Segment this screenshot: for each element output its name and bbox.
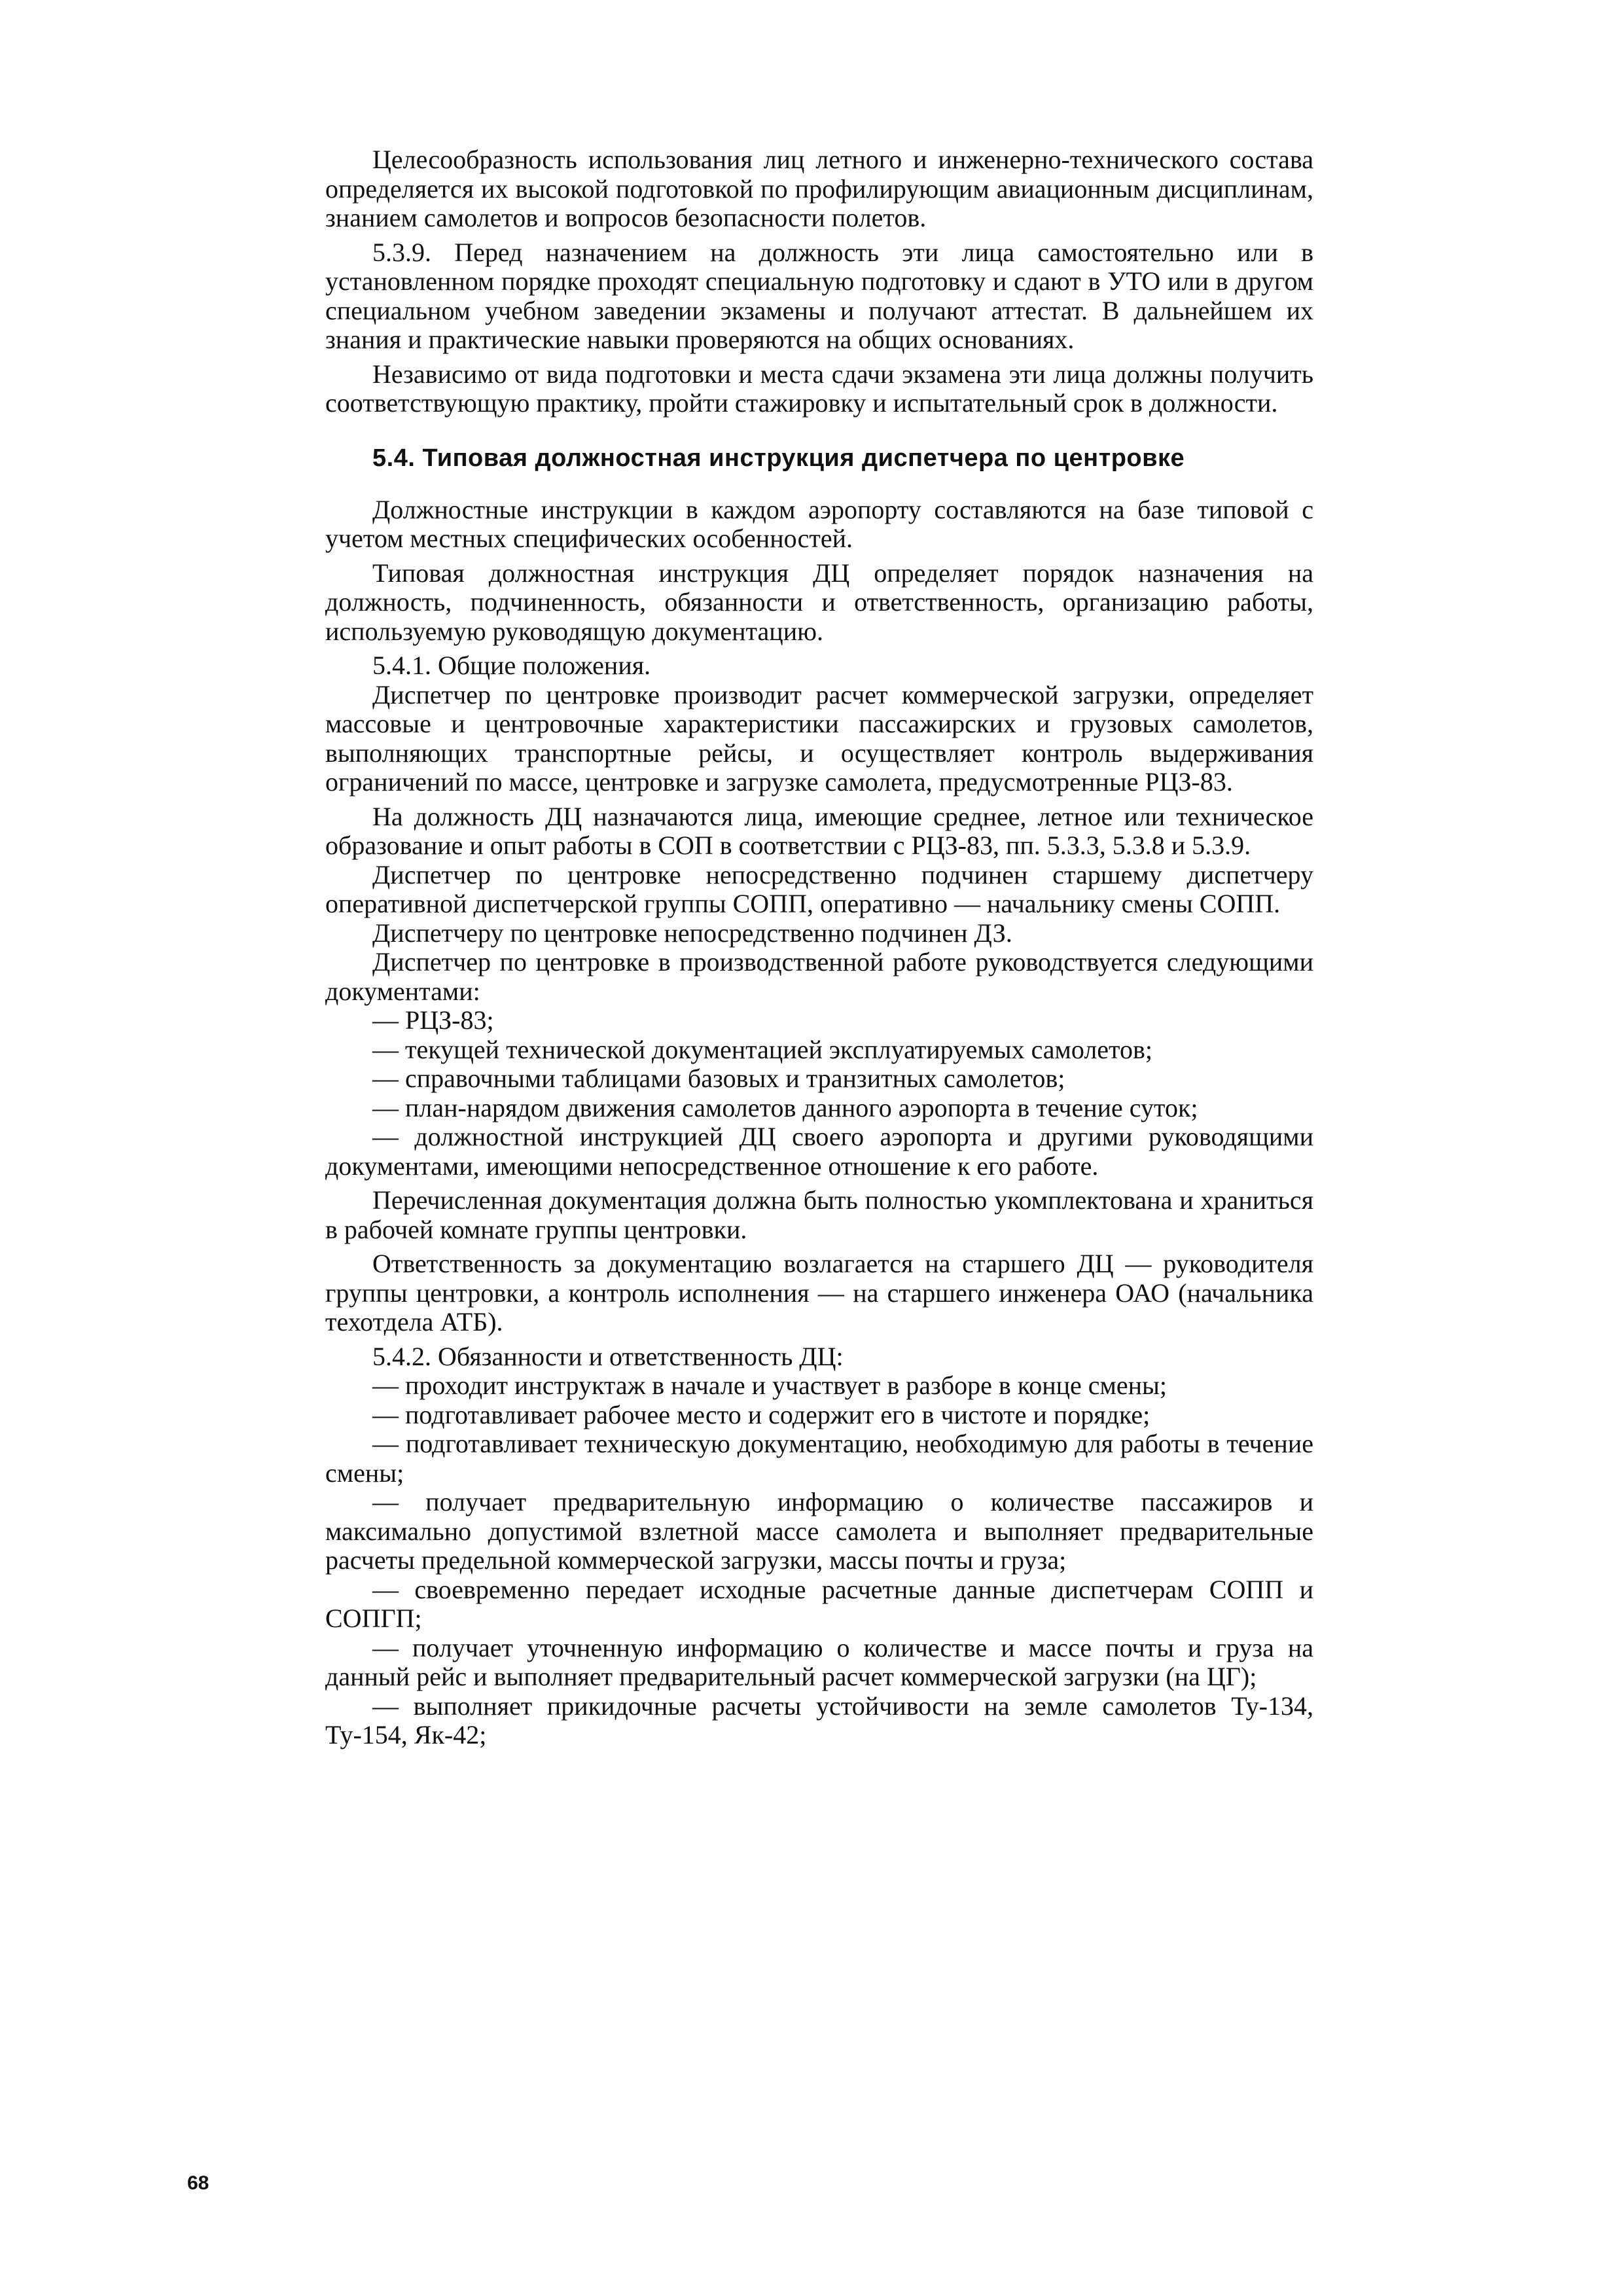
page-number: 68	[187, 2172, 209, 2194]
page-body	[325, 145, 1313, 1750]
paragraph-guiding-documents: Диспетчер по центровке в производственной работе руководствуется следующими документами:	[325, 947, 1313, 1006]
list-item-document: — план-нарядом движения самолетов данного аэропорта в течение суток;	[372, 1092, 1198, 1122]
list-item-duty: — подготавливает рабочее место и содержит его в чистоте и порядке;	[372, 1399, 1150, 1429]
paragraph-documentation-responsibility: Ответственность за документацию возлагается на старшего ДЦ — руководителя группы центровки, а контроль исполнения — на старшего инженера ОАО (начальника техотдела АТБ).	[325, 1249, 1313, 1336]
list-item-document: — текущей технической документацией эксплуатируемых самолетов;	[372, 1034, 1153, 1064]
list-item-duty: — проходит инструктаж в начале и участвует в разборе в конце смены;	[372, 1371, 1167, 1400]
paragraph-dispatcher-duties: Диспетчер по центровке производит расчет коммерческой загрузки, определяет массовые и центровочные характеристики пассажирских и грузовых самолетов, выполняющих транспортные рейсы, и осуществляет контроль выдерживания ограничений по массе, центровке и загрузке самолета, предусмотренные РЦЗ-83.	[325, 679, 1313, 797]
list-item-duty: — подготавливает техническую документацию, необходимую для работы в течение смены;	[325, 1429, 1313, 1488]
paragraph-typical-instruction: Типовая должностная инструкция ДЦ определяет порядок назначения на должность, подчиненность, обязанности и ответственность, организацию работы, используемую руководящую документацию.	[325, 558, 1313, 646]
paragraph-subordinate-dz: Диспетчеру по центровке непосредственно подчинен ДЗ.	[372, 918, 1012, 948]
paragraph-expediency: Целесообразность использования лиц летного и инженерно-технического состава определяется их высокой подготовкой по профилирующим авиационным дисциплинам, знанием самолетов и вопросов безопасности полетов.	[325, 145, 1313, 232]
list-item-document: — должностной инструкцией ДЦ своего аэропорта и другими руководящими документами, имеющими непосредственное отношение к его работе.	[325, 1122, 1313, 1181]
list-item-duty: — получает уточненную информацию о количестве и массе почты и груза на данный рейс и выполняет предварительный расчет коммерческой загрузки (на ЦГ);	[325, 1632, 1313, 1691]
subsection-title-5-4-2: 5.4.2. Обязанности и ответственность ДЦ:	[372, 1341, 844, 1371]
paragraph-5-3-9: 5.3.9. Перед назначением на должность эти лица самостоятельно или в установленном порядке проходят специальную подготовку и сдают в УТО или в другом специальном учебном заведении экзамены и получают аттестат. В дальнейшем их знания и практические навыки проверяются на общих основаниях.	[325, 237, 1313, 354]
paragraph-appointment: На должность ДЦ назначаются лица, имеющие среднее, летное или техническое образование и опыт работы в СОП в соответствии с РЦЗ-83, пп. 5.3.3, 5.3.8 и 5.3.9.	[325, 801, 1313, 860]
list-item-document: — РЦЗ-83;	[372, 1005, 494, 1035]
list-item-duty: — выполняет прикидочные расчеты устойчивости на земле самолетов Ту-134, Ту-154, Як-42;	[325, 1691, 1313, 1749]
list-item-duty: — получает предварительную информацию о количестве пассажиров и максимально допустимой взлетной массе самолета и выполняет предварительные расчеты предельной коммерческой загрузки, массы почты и груза;	[325, 1487, 1313, 1575]
list-item-duty: — своевременно передает исходные расчетные данные диспетчерам СОПП и СОПГП;	[325, 1574, 1313, 1633]
paragraph-instructions-intro: Должностные инструкции в каждом аэропорту составляются на базе типовой с учетом местных специфических особенностей.	[325, 494, 1313, 553]
paragraph-regardless: Независимо от вида подготовки и места сдачи экзамена эти лица должны получить соответствующую практику, пройти стажировку и испытательный срок в должности.	[325, 359, 1313, 418]
paragraph-subordination: Диспетчер по центровке непосредственно подчинен старшему диспетчеру оперативной диспетчерской группы СОПП, оперативно — начальнику смены СОПП.	[325, 859, 1313, 918]
list-item-document: — справочными таблицами базовых и транзитных самолетов;	[372, 1064, 1065, 1093]
subsection-title-5-4-1: 5.4.1. Общие положения.	[372, 651, 651, 680]
paragraph-documentation-storage: Перечисленная документация должна быть полностью укомплектована и храниться в рабочей комнате группы центровки.	[325, 1185, 1313, 1244]
section-heading-5-4: 5.4. Типовая должностная инструкция диспетчера по центровке	[372, 444, 1185, 472]
